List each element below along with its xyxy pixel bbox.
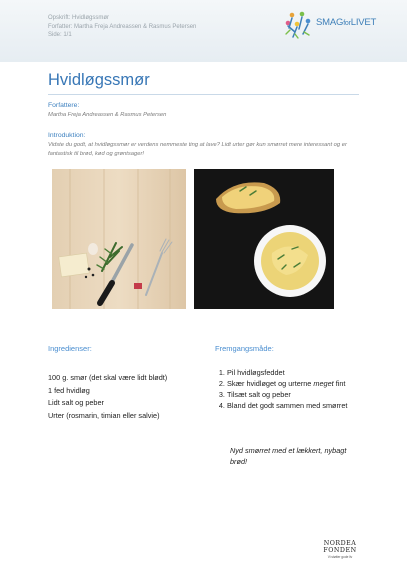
list-item: 3. Tilsæt salt og peber <box>227 390 377 400</box>
list-item: Urter (rosmarin, timian eller salvie) <box>48 410 160 420</box>
smag-for-livet-logo <box>283 10 383 40</box>
logo-wordmark: SMAGforLIVET <box>316 17 377 28</box>
page-title: Hvidløgssmør <box>48 71 150 89</box>
nordea-fonden-logo: NORDEA FONDEN Vi støtter gode liv <box>323 540 357 559</box>
authors-label: Forfattere: <box>48 102 80 109</box>
ingredients-title: Ingredienser: <box>48 344 92 353</box>
ingredients-list <box>48 372 167 422</box>
meta-recipe: Opskrift: Hvidløgssmør <box>48 15 110 21</box>
meta-author: Forfatter: Martha Freja Andreassen & Rasmus Petersen <box>48 23 197 30</box>
garlic-butter-photo <box>194 169 334 309</box>
meta-page: Side: 1/1 <box>48 32 72 38</box>
document-meta <box>48 14 196 40</box>
serving-note: Nyd smørret med et lækkert, nybagt brød! <box>230 446 347 466</box>
list-item: 1. Pil hvidløgsfeddet <box>227 368 377 378</box>
authors-value: Martha Freja Andreassen & Rasmus Petersen <box>48 112 167 118</box>
list-item: 2. Skær hvidløget og urterne meget fint <box>227 379 377 389</box>
method-title: Fremgangsmåde: <box>215 344 274 353</box>
ingredients-photo <box>52 169 186 309</box>
intro-text: Vidste du godt, at hvidløgssmør er verdens nemmeste ting at lave? Lidt urter gør kun smørret mere interessant og er fantastisk til brød, kød og grøntsager! <box>48 142 347 157</box>
list-item: 100 g. smør (det skal være lidt blødt) <box>48 373 168 382</box>
list-item: Lidt salt og peber <box>48 398 104 407</box>
list-item: 1 fed hvidløg <box>48 385 90 395</box>
list-item: 4. Bland det godt sammen med smørret <box>227 401 377 411</box>
intro-label: Introduktion: <box>48 132 86 139</box>
method-steps <box>215 368 377 412</box>
page-header <box>0 0 407 62</box>
title-divider <box>48 94 359 95</box>
logo-people-icon <box>283 10 315 40</box>
